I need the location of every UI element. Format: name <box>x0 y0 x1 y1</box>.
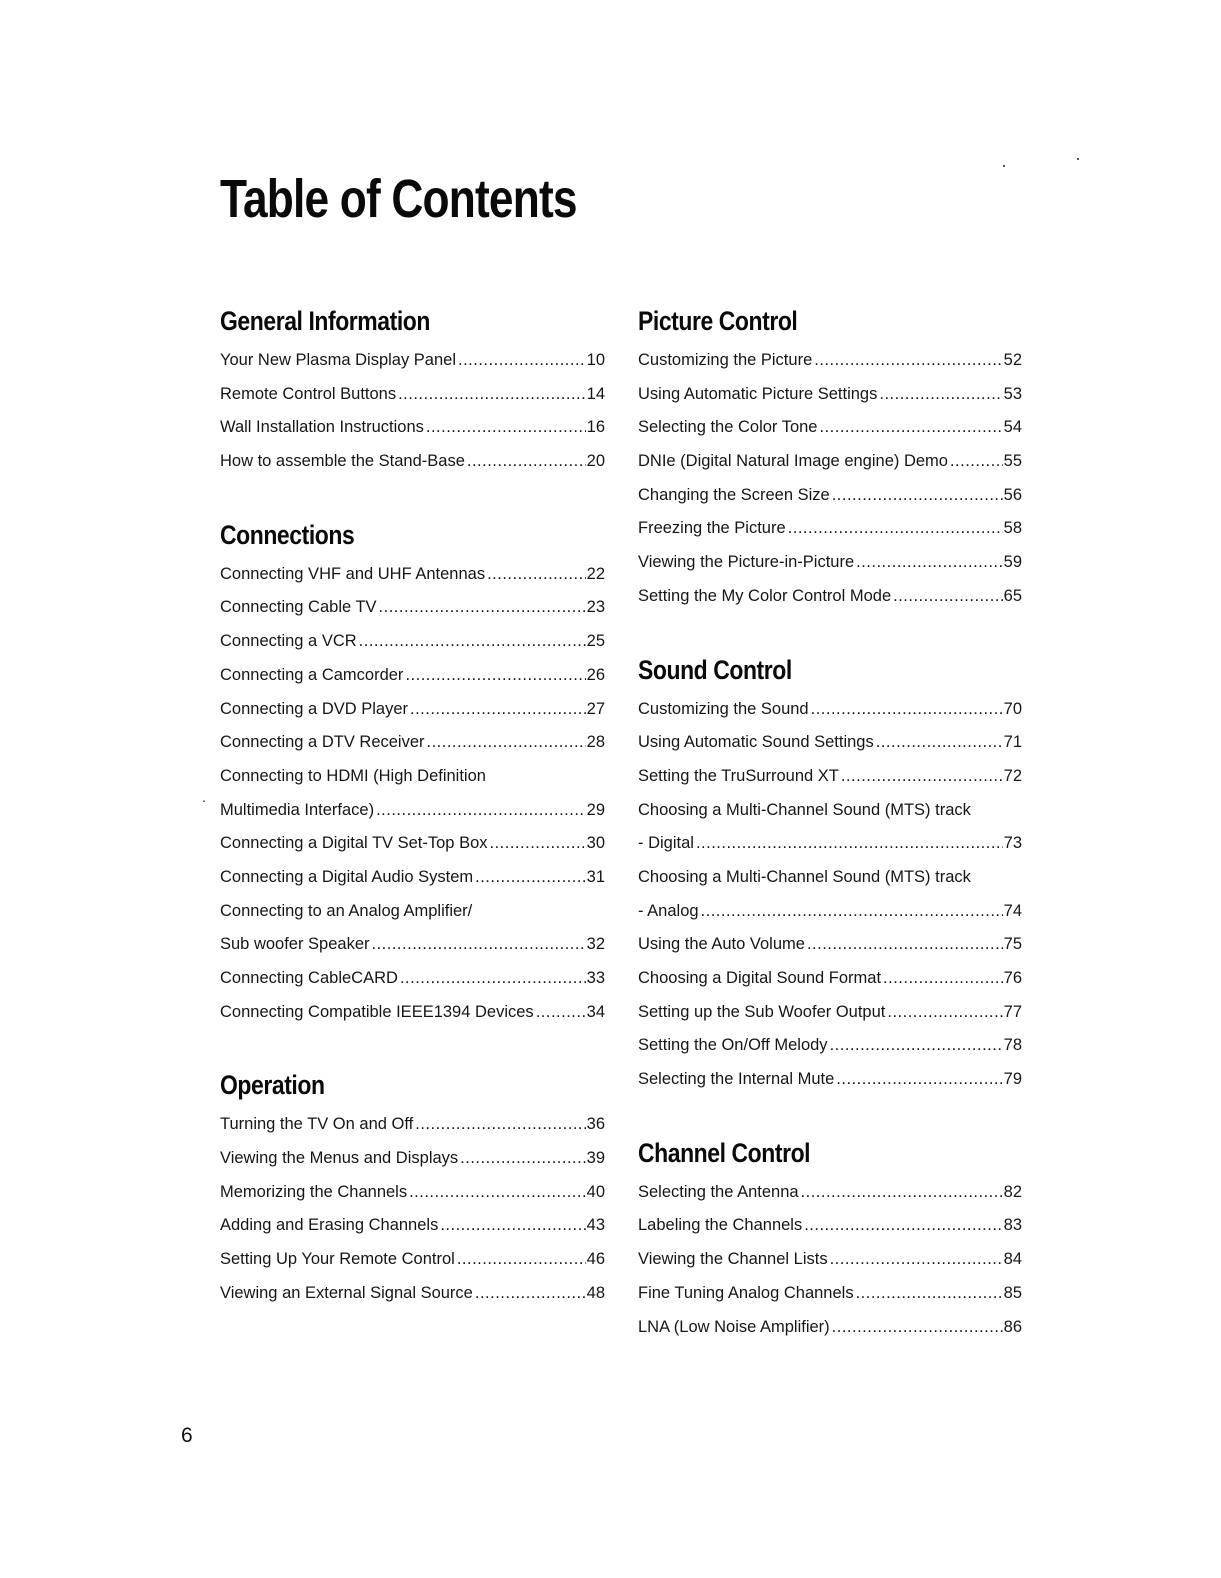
entry-label: Customizing the Picture <box>638 351 813 369</box>
toc-entry <box>638 580 1022 614</box>
dot-leader <box>879 378 1002 412</box>
entry-page-number: 84 <box>1003 1250 1022 1269</box>
entry-page-number: 36 <box>586 1115 605 1134</box>
entry-label: Connecting Compatible IEEE1394 Devices <box>220 1002 534 1021</box>
toc-entry <box>638 996 1022 1030</box>
entry-label: Connecting a VCR <box>220 632 357 651</box>
entry-page-number: 27 <box>586 699 605 718</box>
entry-page-number: 77 <box>1003 1002 1022 1021</box>
dot-leader <box>379 591 586 625</box>
entry-label: Memorizing the Channels <box>220 1182 408 1201</box>
entry-label: Using the Auto Volume <box>638 935 805 954</box>
entry-page-number: 43 <box>586 1216 605 1235</box>
entry-page-number: 28 <box>586 733 605 752</box>
section-operation <box>220 1062 605 1310</box>
toc-entry <box>220 693 605 727</box>
dot-leader <box>426 411 586 445</box>
toc-entry <box>220 445 605 479</box>
section-heading: Connections <box>220 519 355 550</box>
entry-page-number: 78 <box>1003 1036 1022 1055</box>
dot-leader <box>883 962 1003 996</box>
entry-page-number: 86 <box>1003 1317 1022 1336</box>
toc-entry <box>220 591 605 625</box>
entry-label: Choosing a Digital Sound Format <box>638 969 882 987</box>
entry-page-number: 73 <box>1003 834 1022 853</box>
dot-leader <box>893 580 1003 614</box>
entry-label: Connecting a DVD Player <box>220 699 409 718</box>
dot-leader <box>409 1176 586 1210</box>
entry-page-number: 48 <box>586 1283 605 1302</box>
dot-leader <box>819 411 1002 445</box>
toc-entry <box>638 546 1022 580</box>
dot-leader <box>836 1063 1002 1097</box>
entry-page-number: 29 <box>586 800 605 819</box>
toc-entry <box>638 1176 1022 1210</box>
entry-label: Using Automatic Picture Settings <box>638 384 878 403</box>
entry-label: Setting the On/Off Melody <box>638 1036 828 1055</box>
toc-entry <box>638 794 1022 828</box>
toc-entry <box>220 760 605 794</box>
entry-label: Customizing the Sound <box>638 699 809 718</box>
toc-entry <box>220 1209 605 1243</box>
section-channel-control <box>638 1130 1022 1344</box>
dot-leader <box>801 1176 1003 1210</box>
toc-entry <box>638 726 1022 760</box>
entry-label: Sub woofer Speaker <box>220 935 370 954</box>
entry-label: Viewing the Channel Lists <box>638 1250 828 1269</box>
entry-label: LNA (Low Noise Amplifier) <box>638 1317 830 1336</box>
dot-leader <box>832 479 1003 513</box>
entry-page-number: 82 <box>1003 1182 1022 1201</box>
entry-label: Connecting a Digital Audio System <box>220 867 474 886</box>
toc-entry <box>220 996 605 1030</box>
entry-page-number: 53 <box>1003 384 1022 403</box>
dot-leader <box>696 827 1003 861</box>
dot-leader <box>856 1277 1003 1311</box>
toc-entry <box>220 726 605 760</box>
entry-list <box>638 344 1022 614</box>
dot-leader <box>457 1243 586 1277</box>
page-number: 6 <box>181 1424 193 1447</box>
entry-page-number: 58 <box>1003 519 1022 538</box>
dot-leader <box>950 445 1003 479</box>
toc-left-column <box>220 298 605 1311</box>
entry-label: Connecting to HDMI (High Definition <box>220 766 486 785</box>
dot-leader <box>475 861 586 895</box>
entry-page-number: 75 <box>1003 935 1022 954</box>
dot-leader <box>856 546 1003 580</box>
dot-leader <box>475 1277 586 1311</box>
dot-leader <box>811 693 1003 727</box>
entry-label: Viewing the Picture-in-Picture <box>638 553 855 572</box>
entry-label: How to assemble the Stand-Base <box>220 452 465 471</box>
dot-leader <box>460 1142 585 1176</box>
entry-label: Connecting a DTV Receiver <box>220 733 425 752</box>
entry-page-number: 54 <box>1003 418 1022 437</box>
toc-entry <box>220 794 605 828</box>
entry-list <box>220 1108 605 1310</box>
entry-label: Setting the My Color Control Mode <box>638 586 892 605</box>
toc-entry <box>220 659 605 693</box>
toc-entry <box>638 760 1022 794</box>
dot-leader <box>415 1108 585 1142</box>
entry-label: Setting Up Your Remote Control <box>220 1250 455 1269</box>
entry-page-number: 76 <box>1003 969 1022 987</box>
entry-label: Adding and Erasing Channels <box>220 1216 439 1235</box>
toc-entry <box>220 1108 605 1142</box>
toc-entry <box>220 625 605 659</box>
entry-list <box>220 344 605 479</box>
section-heading: Channel Control <box>638 1137 811 1168</box>
toc-entry <box>638 1311 1022 1345</box>
dot-leader <box>876 726 1003 760</box>
toc-entry <box>638 962 1022 996</box>
dot-leader <box>410 693 586 727</box>
entry-list <box>220 558 605 1030</box>
entry-label: Connecting a Digital TV Set-Top Box <box>220 834 488 853</box>
entry-label: Setting up the Sub Woofer Output <box>638 1002 886 1021</box>
toc-entry <box>220 861 605 895</box>
toc-entry <box>220 558 605 592</box>
section-heading: Operation <box>220 1070 325 1101</box>
entry-page-number: 70 <box>1003 699 1022 718</box>
entry-label: Selecting the Internal Mute <box>638 1070 835 1089</box>
toc-entry <box>220 411 605 445</box>
toc-entry <box>638 411 1022 445</box>
entry-label: Multimedia Interface) <box>220 800 375 819</box>
dot-leader <box>804 1209 1002 1243</box>
toc-entry <box>638 512 1022 546</box>
entry-label: Selecting the Color Tone <box>638 418 818 437</box>
dot-leader <box>458 344 586 378</box>
entry-page-number: 83 <box>1003 1216 1022 1235</box>
entry-label: Labeling the Channels <box>638 1216 803 1235</box>
entry-page-number: 59 <box>1003 553 1022 572</box>
toc-entry <box>638 928 1022 962</box>
entry-page-number: 79 <box>1003 1070 1022 1089</box>
entry-page-number: 55 <box>1003 452 1022 471</box>
entry-label: Viewing the Menus and Displays <box>220 1149 459 1168</box>
toc-entry <box>638 445 1022 479</box>
dot-leader <box>405 659 585 693</box>
entry-page-number: 40 <box>586 1182 605 1201</box>
dot-leader <box>841 760 1003 794</box>
section-sound-control <box>638 647 1022 1097</box>
entry-page-number: 25 <box>586 632 605 651</box>
entry-list <box>638 693 1022 1097</box>
toc-entry <box>220 378 605 412</box>
stray-mark: . <box>202 789 206 805</box>
dot-leader <box>830 1029 1003 1063</box>
toc-entry <box>638 693 1022 727</box>
entry-label: Connecting CableCARD <box>220 969 398 987</box>
toc-entry <box>220 827 605 861</box>
entry-page-number: 34 <box>586 1002 605 1021</box>
section-heading: General Information <box>220 306 430 336</box>
entry-label: - Analog <box>638 901 699 920</box>
toc-entry <box>220 1277 605 1311</box>
toc-entry <box>638 1243 1022 1277</box>
toc-entry <box>638 1029 1022 1063</box>
entry-label: Remote Control Buttons <box>220 384 397 403</box>
entry-label: Selecting the Antenna <box>638 1182 799 1201</box>
section-general-information <box>220 298 605 479</box>
toc-entry <box>638 1063 1022 1097</box>
entry-page-number: 85 <box>1003 1283 1022 1302</box>
toc-entry <box>220 1176 605 1210</box>
entry-label: Wall Installation Instructions <box>220 418 424 437</box>
toc-entry <box>638 827 1022 861</box>
entry-page-number: 71 <box>1003 733 1022 752</box>
dot-leader <box>400 962 586 996</box>
toc-entry <box>638 895 1022 929</box>
entry-page-number: 72 <box>1003 766 1022 785</box>
entry-page-number: 56 <box>1003 485 1022 504</box>
entry-label: Fine Tuning Analog Channels <box>638 1283 854 1302</box>
entry-page-number: 33 <box>586 969 605 987</box>
entry-label: Choosing a Multi-Channel Sound (MTS) track <box>638 800 971 819</box>
toc-entry <box>220 928 605 962</box>
toc-entry <box>220 962 605 996</box>
entry-page-number: 10 <box>586 351 605 369</box>
toc-entry <box>220 344 605 378</box>
toc-entry <box>638 479 1022 513</box>
entry-page-number: 52 <box>1003 351 1022 369</box>
entry-label: Changing the Screen Size <box>638 485 830 504</box>
entry-page-number: 30 <box>586 834 605 853</box>
dot-leader <box>490 827 586 861</box>
section-heading: Picture Control <box>638 306 798 336</box>
entry-page-number: 22 <box>586 564 605 583</box>
entry-label: Choosing a Multi-Channel Sound (MTS) track <box>638 867 971 886</box>
dot-leader <box>376 794 586 828</box>
toc-entry <box>220 1243 605 1277</box>
entry-label: Your New Plasma Display Panel <box>220 351 457 369</box>
entry-page-number: 23 <box>586 598 605 617</box>
dot-leader <box>830 1243 1003 1277</box>
entry-page-number: 46 <box>586 1250 605 1269</box>
scan-speck <box>1077 158 1079 160</box>
entry-label: Connecting Cable TV <box>220 598 377 617</box>
dot-leader <box>440 1209 585 1243</box>
toc-entry <box>638 1209 1022 1243</box>
entry-label: Connecting VHF and UHF Antennas <box>220 564 486 583</box>
entry-label: Using Automatic Sound Settings <box>638 733 874 752</box>
entry-label: Turning the TV On and Off <box>220 1115 414 1134</box>
dot-leader <box>427 726 586 760</box>
scan-speck <box>1003 165 1005 167</box>
toc-entry <box>638 378 1022 412</box>
toc-entry <box>638 1277 1022 1311</box>
toc-entry <box>638 861 1022 895</box>
entry-page-number: 32 <box>586 935 605 954</box>
toc-entry <box>220 895 605 929</box>
dot-leader <box>788 512 1003 546</box>
toc-right-column <box>638 298 1022 1344</box>
entry-page-number: 14 <box>586 384 605 403</box>
entry-page-number: 39 <box>586 1149 605 1168</box>
entry-page-number: 26 <box>586 665 605 684</box>
section-heading: Sound Control <box>638 654 792 685</box>
dot-leader <box>359 625 586 659</box>
entry-label: - Digital <box>638 834 694 853</box>
entry-label: Viewing an External Signal Source <box>220 1283 473 1302</box>
entry-page-number: 31 <box>586 867 605 886</box>
dot-leader <box>832 1311 1003 1345</box>
toc-entry <box>638 344 1022 378</box>
entry-page-number: 16 <box>586 418 605 437</box>
section-picture-control <box>638 298 1022 614</box>
entry-page-number: 65 <box>1003 586 1022 605</box>
entry-label: Setting the TruSurround XT <box>638 766 839 785</box>
page-title: Table of Contents <box>220 169 577 229</box>
dot-leader <box>701 895 1003 929</box>
dot-leader <box>887 996 1002 1030</box>
entry-label: Freezing the Picture <box>638 519 786 538</box>
entry-label: DNIe (Digital Natural Image engine) Demo <box>638 452 948 471</box>
dot-leader <box>807 928 1003 962</box>
dot-leader <box>372 928 586 962</box>
dot-leader <box>814 344 1002 378</box>
dot-leader <box>398 378 586 412</box>
entry-list <box>638 1176 1022 1344</box>
entry-page-number: 20 <box>586 452 605 471</box>
dot-leader <box>487 558 586 592</box>
dot-leader <box>467 445 586 479</box>
entry-label: Connecting a Camcorder <box>220 665 404 684</box>
entry-page-number: 74 <box>1003 901 1022 920</box>
toc-entry <box>220 1142 605 1176</box>
section-connections <box>220 512 605 1030</box>
dot-leader <box>536 996 586 1030</box>
entry-label: Connecting to an Analog Amplifier/ <box>220 901 473 920</box>
